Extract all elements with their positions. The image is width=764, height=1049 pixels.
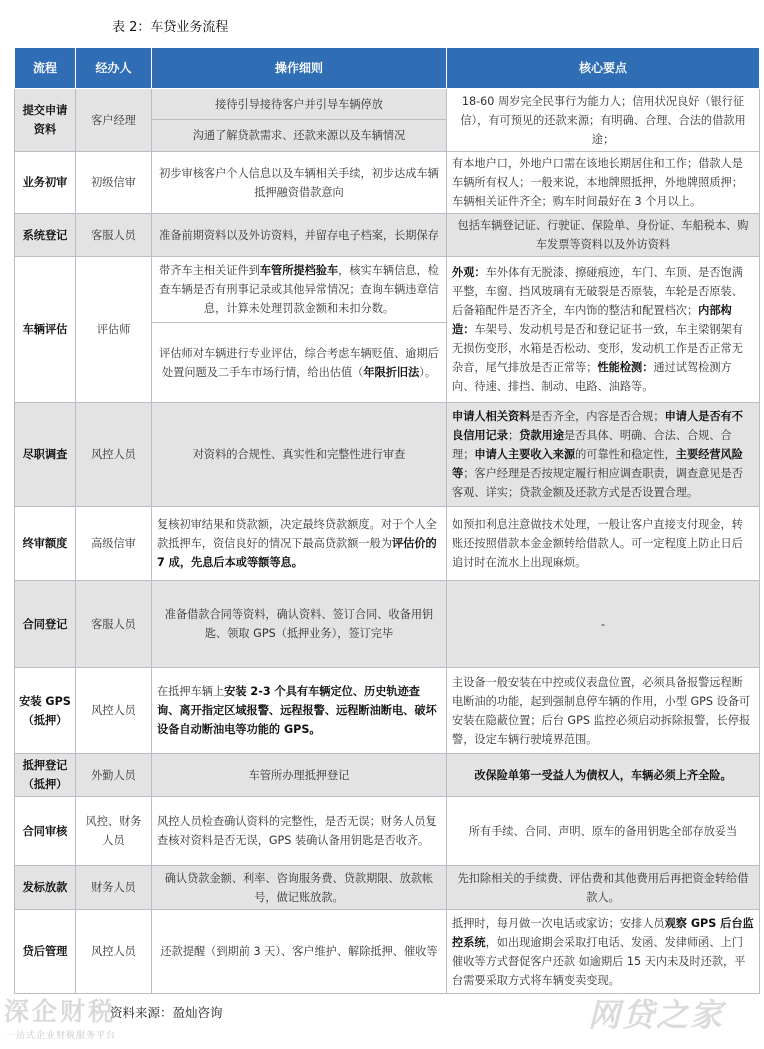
table-row (15, 403, 760, 507)
point-text: 车外体有无脱漆、擦碰痕迹，车门、车顶、是否饱满平整，车窗、挡风玻璃有无破裂是否原装，车轮是否原装、后备箱配件是否齐全，车内饰的整洁和配置档次； (452, 266, 743, 317)
operation-cell: 准备借款合同等资料，确认资料、签订合同、收备用钥匙、领取 GPS（抵押业务），签订完毕 (152, 581, 447, 668)
key-points-cell (447, 403, 760, 507)
operation-cell (152, 507, 447, 581)
key-points-cell: 先扣除相关的手续费、评估费和其他费用后再把资金转给借款人。 (447, 866, 760, 910)
point-label: 申请人主要收入来源 (474, 448, 576, 461)
process-cell: 抵押登记（抵押） (15, 754, 76, 797)
operation-cell (152, 668, 447, 754)
table-row (15, 507, 760, 581)
operation-cell: 确认贷款金额、利率、咨询服务费、贷款期限、放款帐号，做记账放款。 (152, 866, 447, 910)
table-row (15, 581, 760, 668)
table-row (15, 754, 760, 797)
operation-cell: 对资料的合规性、真实性和完整性进行审查 (152, 403, 447, 507)
operation-cell (152, 257, 447, 323)
process-cell: 发标放款 (15, 866, 76, 910)
op-emphasis: 安装 2-3 个具有车辆定位、历史轨迹查询、离开指定区域报警、远程报警、远程断油断电、破坏设备自动断油电等功能的 GPS。 (157, 685, 437, 736)
handler-cell: 客服人员 (76, 581, 152, 668)
key-points-cell: 所有手续、合同、声明、原车的备用钥匙全部存放妥当 (447, 797, 760, 866)
operation-cell: 接待引导接待客户并引导车辆停放 (152, 89, 447, 120)
handler-cell: 高级信审 (76, 507, 152, 581)
table-header-row (15, 48, 760, 89)
table-row (15, 214, 760, 257)
table-row (15, 797, 760, 866)
table-row (15, 866, 760, 910)
point-text: 通过试驾检测方向、待速、排挡、制动、电路、油路等。 (452, 361, 732, 393)
point-label: 内部构造： (452, 304, 732, 336)
op-emphasis: 评估价的 7 成，先息后本或等额等息。 (157, 537, 437, 569)
operation-cell: 还款提醒（到期前 3 天）、客户维护、解除抵押、催收等 (152, 910, 447, 994)
op-emphasis: 年限折旧法 (363, 365, 420, 379)
operation-cell: 风控人员检查确认资料的完整性，是否无误；财务人员复查核对资料是否无误，GPS 装确认备用钥匙是否收齐。 (152, 797, 447, 866)
process-cell: 业务初审 (15, 152, 76, 214)
handler-cell: 风控人员 (76, 403, 152, 507)
process-cell: 提交申请资料 (15, 89, 76, 152)
point-text: 是否齐全，内容是否合规； (530, 410, 665, 423)
key-points-cell: 主设备一般安装在中控或仪表盘位置，必须具备报警远程断电断油的功能，起到强制息停车辆的作用，小型 GPS 设备可安装在隐蔽位置；后台 GPS 监控必须启动拆除报警，长停报警，设定车辆行驶境界范围。 (447, 668, 760, 754)
handler-cell: 评估师 (76, 257, 152, 403)
op-emphasis: 车管所提档验车 (259, 264, 339, 277)
watermark-left: 深企财税 (4, 997, 117, 1026)
operation-cell: 初步审核客户个人信息以及车辆相关手续，初步达成车辆抵押融资借款意向 (152, 152, 447, 214)
operation-cell (152, 323, 447, 403)
point-text: 车架号、发动机号是否和登记证书一致，车主梁钢架有无损伤变形，水箱是否松动、变形，发动机工作是否正常无杂音，尾气排放是否正常等； (452, 323, 743, 374)
process-cell: 合同登记 (15, 581, 76, 668)
header-operation: 操作细则 (152, 48, 447, 89)
process-cell: 合同审核 (15, 797, 76, 866)
point-text: 的可靠性和稳定性， (575, 448, 676, 461)
point-text: ，如出现逾期会采取打电话、发函、发律师函、上门催收等方式督促客户还款 如逾期后 15 天内未及时还款，平台需要采取方式将车辆变卖变现。 (452, 935, 746, 987)
table-caption: 表 2：车贷业务流程 (112, 20, 229, 35)
process-cell: 终审额度 (15, 507, 76, 581)
table-row (15, 89, 760, 120)
car-loan-process-table (14, 47, 760, 994)
handler-cell: 外勤人员 (76, 754, 152, 797)
point-label: 外观： (452, 266, 486, 279)
handler-cell: 财务人员 (76, 866, 152, 910)
point-label: 贷款用途 (519, 429, 564, 442)
point-label: 申请人是否有不良信用记录 (452, 410, 743, 442)
key-points-cell: 18-60 周岁完全民事行为能力人；信用状况良好（银行征信），有可预见的还款来源；有明确、合理、合法的借款用途； (447, 89, 760, 152)
process-cell: 贷后管理 (15, 910, 76, 994)
table-row (15, 152, 760, 214)
point-label: 主要经营风险等 (452, 448, 743, 480)
operation-cell: 沟通了解贷款需求、还款来源以及车辆情况 (152, 120, 447, 152)
key-points-cell: 如预扣利息注意做技术处理，一般让客户直接支付现金，转账还按照借款本金金额转给借款人。可一定程度上防止日后追讨时在流水上出现麻烦。 (447, 507, 760, 581)
handler-cell: 初级信审 (76, 152, 152, 214)
op-text: 带齐车主相关证件到 (159, 264, 260, 277)
header-handler: 经办人 (76, 48, 152, 89)
handler-cell: 客服人员 (76, 214, 152, 257)
op-text: 评估师对车辆进行专业评估，综合考虑车辆贬值、逾期后处置问题及二手车市场行情，给出估值（ (159, 346, 439, 379)
header-process: 流程 (15, 48, 76, 89)
point-text: ；客户经理是否按规定履行相应调查职责，调查意见是否客观、详实；贷款金额及还款方式是否设置合理。 (452, 467, 743, 499)
op-text: 复核初审结果和贷款额，决定最终贷款额度。对于个人全款抵押车，资信良好的情况下最高贷款额一般为 (157, 518, 437, 550)
watermark-right: 网贷之家 (588, 996, 725, 1034)
point-label: 观察 GPS 后台监控系统 (452, 916, 754, 949)
key-points-cell (447, 910, 760, 994)
handler-cell: 风控、财务人员 (76, 797, 152, 866)
key-points-cell (447, 257, 760, 403)
process-cell: 车辆评估 (15, 257, 76, 403)
op-text: ，核实车辆信息，检查车辆是否有刑事记录或其他异常情况；查询车辆违章信息，计算未处理罚款金额和未扣分数。 (159, 264, 439, 315)
handler-cell: 风控人员 (76, 668, 152, 754)
point-label: 申请人相关资料 (452, 410, 531, 423)
process-cell: 系统登记 (15, 214, 76, 257)
key-points-cell: 有本地户口，外地户口需在该地长期居住和工作；借款人是车辆所有权人；一般来说，本地牌照抵押，外地牌照质押；车辆相关证件齐全；购车时间最好在 3 个月以上。 (447, 152, 760, 214)
key-points-cell (447, 754, 760, 797)
handler-cell: 风控人员 (76, 910, 152, 994)
header-key-points: 核心要点 (447, 48, 760, 89)
table-row (15, 910, 760, 994)
point-text: 抵押时，每月做一次电话或家访；安排人员 (452, 916, 665, 930)
op-text: ）。 (419, 365, 437, 379)
key-points-cell: 包括车辆登记证、行驶证、保险单、身份证、车船税本、购车发票等资料以及外访资料 (447, 214, 760, 257)
operation-cell: 准备前期资料以及外访资料，并留存电子档案，长期保存 (152, 214, 447, 257)
process-cell: 安装 GPS（抵押） (15, 668, 76, 754)
table-row (15, 668, 760, 754)
point-label: 性能检测： (597, 361, 654, 374)
source-note: 资料来源：盈灿咨询 (110, 1005, 223, 1020)
table-row (15, 257, 760, 323)
process-cell: 尽职调查 (15, 403, 76, 507)
point-emphasis: 改保险单第一受益人为债权人，车辆必须上齐全险。 (474, 768, 732, 782)
op-text: 在抵押车辆上 (157, 685, 225, 698)
point-text: 是否具体、明确、合法、合规、合理； (452, 429, 732, 461)
key-points-cell: - (447, 581, 760, 668)
operation-cell: 车管所办理抵押登记 (152, 754, 447, 797)
point-text: ； (507, 429, 520, 442)
handler-cell: 客户经理 (76, 89, 152, 152)
watermark-left-subtitle: 一站式企业财税服务平台 (6, 1031, 117, 1041)
